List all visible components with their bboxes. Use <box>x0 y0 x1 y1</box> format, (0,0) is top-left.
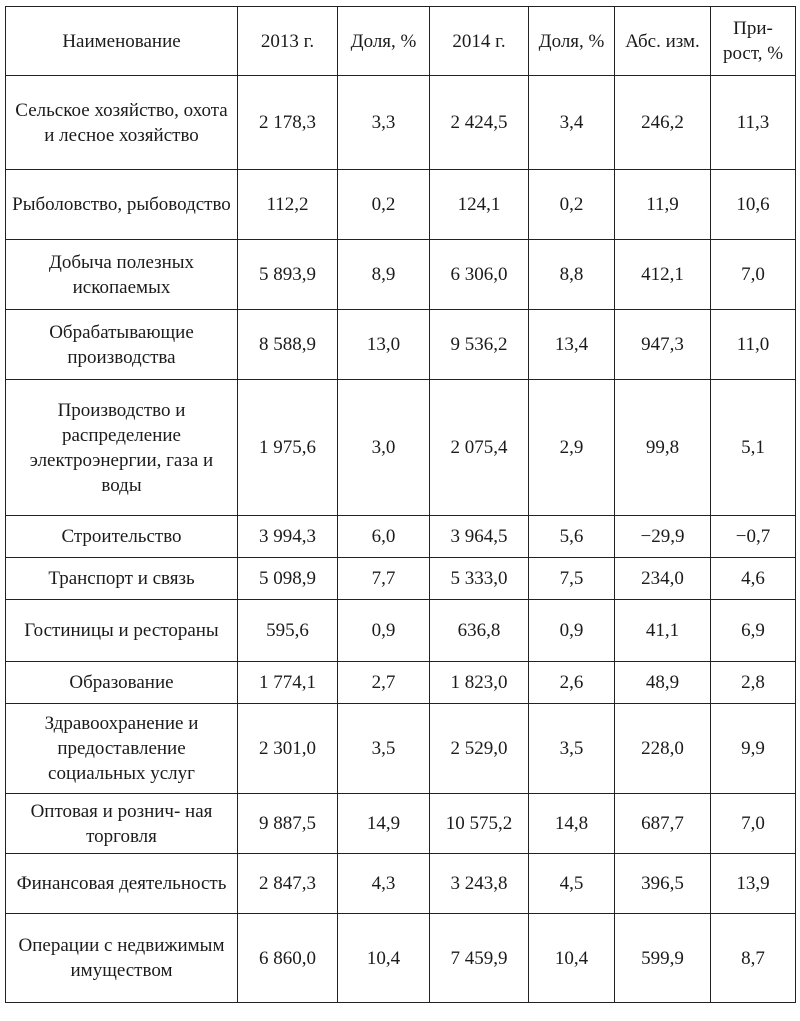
table-row <box>6 794 796 854</box>
cell-2013: 595,6 <box>238 600 338 662</box>
cell-growth: 11,0 <box>711 310 796 380</box>
cell-2013: 2 847,3 <box>238 854 338 914</box>
cell-share-2014: 0,9 <box>529 600 615 662</box>
cell-2014: 7 459,9 <box>430 914 529 1003</box>
cell-share-2014: 3,4 <box>529 76 615 170</box>
cell-share-2014: 2,9 <box>529 380 615 516</box>
cell-share-2013: 8,9 <box>338 240 430 310</box>
cell-share-2013: 14,9 <box>338 794 430 854</box>
cell-growth: 10,6 <box>711 170 796 240</box>
cell-growth: 5,1 <box>711 380 796 516</box>
row-name: Обрабатывающие производства <box>6 310 238 380</box>
cell-abs-change: 11,9 <box>615 170 711 240</box>
row-name: Здравоохранение и предоставление социальных услуг <box>6 704 238 794</box>
cell-2014: 5 333,0 <box>430 558 529 600</box>
cell-abs-change: 99,8 <box>615 380 711 516</box>
cell-abs-change: 48,9 <box>615 662 711 704</box>
cell-share-2014: 4,5 <box>529 854 615 914</box>
cell-growth: 2,8 <box>711 662 796 704</box>
cell-growth: −0,7 <box>711 516 796 558</box>
cell-2014: 636,8 <box>430 600 529 662</box>
cell-abs-change: 599,9 <box>615 914 711 1003</box>
table-row <box>6 662 796 704</box>
cell-abs-change: 228,0 <box>615 704 711 794</box>
cell-share-2013: 3,3 <box>338 76 430 170</box>
cell-2014: 6 306,0 <box>430 240 529 310</box>
cell-share-2013: 6,0 <box>338 516 430 558</box>
cell-growth: 9,9 <box>711 704 796 794</box>
cell-share-2013: 10,4 <box>338 914 430 1003</box>
cell-2014: 2 424,5 <box>430 76 529 170</box>
cell-share-2014: 7,5 <box>529 558 615 600</box>
table-row <box>6 854 796 914</box>
cell-growth: 7,0 <box>711 240 796 310</box>
cell-abs-change: 687,7 <box>615 794 711 854</box>
cell-abs-change: 947,3 <box>615 310 711 380</box>
cell-share-2014: 10,4 <box>529 914 615 1003</box>
table-row <box>6 76 796 170</box>
cell-share-2014: 13,4 <box>529 310 615 380</box>
cell-2013: 8 588,9 <box>238 310 338 380</box>
row-name: Сельское хозяйство, охота и лесное хозяйство <box>6 76 238 170</box>
row-name: Финансовая деятельность <box>6 854 238 914</box>
cell-share-2013: 7,7 <box>338 558 430 600</box>
column-header-share-2014: Доля, % <box>529 7 615 76</box>
cell-share-2014: 14,8 <box>529 794 615 854</box>
column-header-share-2013: Доля, % <box>338 7 430 76</box>
cell-2014: 3 243,8 <box>430 854 529 914</box>
row-name: Добыча полезных ископаемых <box>6 240 238 310</box>
table-row <box>6 310 796 380</box>
row-name: Строительство <box>6 516 238 558</box>
cell-2014: 2 075,4 <box>430 380 529 516</box>
table-row <box>6 380 796 516</box>
row-name: Операции с недвижимым имуществом <box>6 914 238 1003</box>
cell-growth: 7,0 <box>711 794 796 854</box>
cell-2013: 1 975,6 <box>238 380 338 516</box>
row-name: Оптовая и рознич- ная торговля <box>6 794 238 854</box>
cell-abs-change: 234,0 <box>615 558 711 600</box>
table-row <box>6 704 796 794</box>
table-row <box>6 516 796 558</box>
table-row <box>6 240 796 310</box>
cell-share-2014: 5,6 <box>529 516 615 558</box>
row-name: Образование <box>6 662 238 704</box>
cell-share-2014: 3,5 <box>529 704 615 794</box>
cell-growth: 4,6 <box>711 558 796 600</box>
cell-share-2013: 4,3 <box>338 854 430 914</box>
table-row <box>6 600 796 662</box>
column-header-2014: 2014 г. <box>430 7 529 76</box>
data-table <box>5 6 796 1003</box>
cell-2014: 9 536,2 <box>430 310 529 380</box>
cell-share-2014: 8,8 <box>529 240 615 310</box>
cell-2013: 5 098,9 <box>238 558 338 600</box>
table-header-row <box>6 7 796 76</box>
cell-abs-change: 41,1 <box>615 600 711 662</box>
row-name: Производство и распределение электроэнергии, газа и воды <box>6 380 238 516</box>
cell-growth: 8,7 <box>711 914 796 1003</box>
row-name: Гостиницы и рестораны <box>6 600 238 662</box>
cell-growth: 6,9 <box>711 600 796 662</box>
cell-2013: 2 178,3 <box>238 76 338 170</box>
cell-abs-change: 412,1 <box>615 240 711 310</box>
cell-2013: 5 893,9 <box>238 240 338 310</box>
cell-share-2013: 0,2 <box>338 170 430 240</box>
cell-2014: 1 823,0 <box>430 662 529 704</box>
column-header-growth: При- рост, % <box>711 7 796 76</box>
table-row <box>6 558 796 600</box>
cell-share-2013: 3,5 <box>338 704 430 794</box>
cell-growth: 13,9 <box>711 854 796 914</box>
cell-share-2014: 2,6 <box>529 662 615 704</box>
column-header-name: Наименование <box>6 7 238 76</box>
cell-abs-change: 396,5 <box>615 854 711 914</box>
cell-2013: 9 887,5 <box>238 794 338 854</box>
cell-share-2013: 13,0 <box>338 310 430 380</box>
cell-abs-change: −29,9 <box>615 516 711 558</box>
cell-2013: 3 994,3 <box>238 516 338 558</box>
cell-share-2013: 2,7 <box>338 662 430 704</box>
table-row <box>6 170 796 240</box>
row-name: Транспорт и связь <box>6 558 238 600</box>
cell-2013: 112,2 <box>238 170 338 240</box>
table-row <box>6 914 796 1003</box>
cell-share-2013: 3,0 <box>338 380 430 516</box>
cell-growth: 11,3 <box>711 76 796 170</box>
cell-2014: 10 575,2 <box>430 794 529 854</box>
column-header-abs-change: Абс. изм. <box>615 7 711 76</box>
cell-share-2014: 0,2 <box>529 170 615 240</box>
cell-2013: 6 860,0 <box>238 914 338 1003</box>
cell-2013: 1 774,1 <box>238 662 338 704</box>
cell-2013: 2 301,0 <box>238 704 338 794</box>
cell-2014: 124,1 <box>430 170 529 240</box>
cell-share-2013: 0,9 <box>338 600 430 662</box>
row-name: Рыболовство, рыбоводство <box>6 170 238 240</box>
column-header-2013: 2013 г. <box>238 7 338 76</box>
cell-2014: 2 529,0 <box>430 704 529 794</box>
cell-2014: 3 964,5 <box>430 516 529 558</box>
cell-abs-change: 246,2 <box>615 76 711 170</box>
